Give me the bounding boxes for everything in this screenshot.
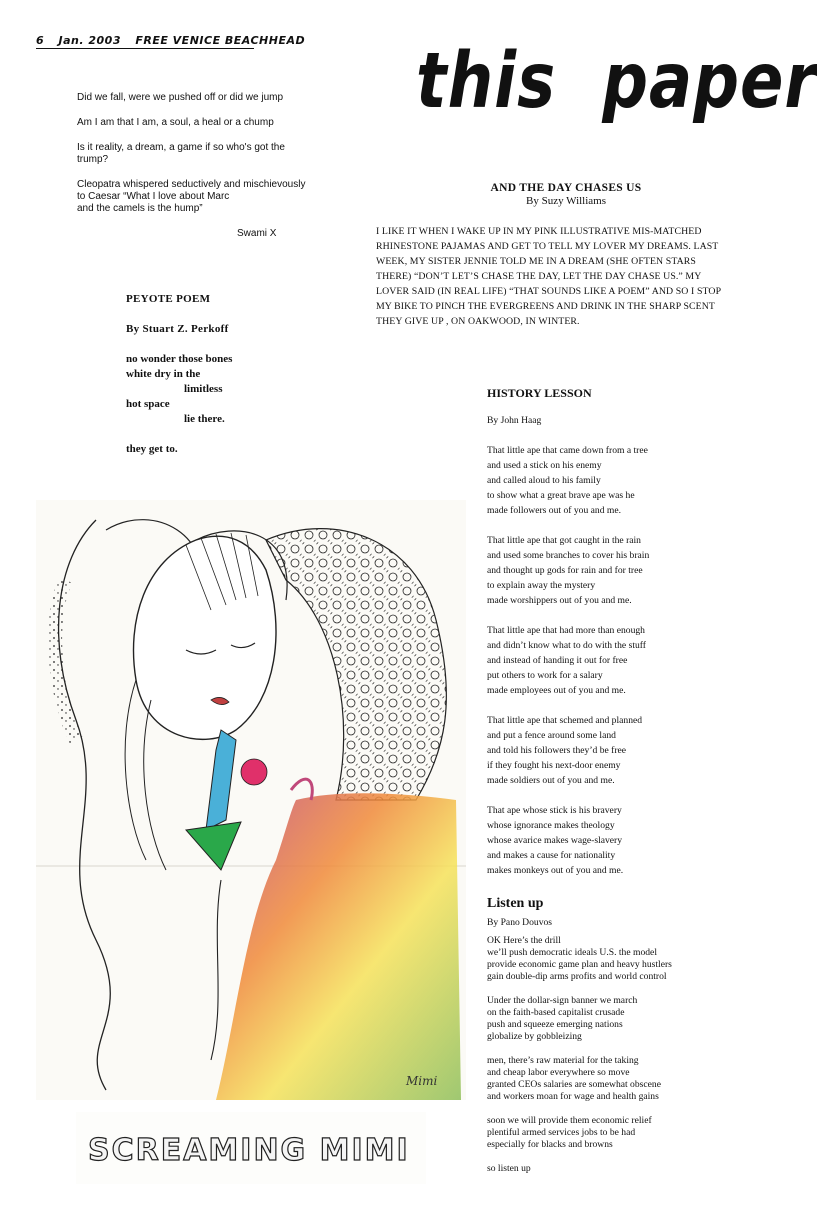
poem-line: made employees out of you and me.: [487, 685, 626, 696]
poem-line: made soldiers out of you and me.: [487, 775, 615, 786]
listen-up-poem: [487, 898, 787, 1187]
poem-line: and used a stick on his enemy: [487, 460, 602, 471]
article-title: AND THE DAY CHASES US: [490, 182, 642, 194]
poem-line: and told his followers they’d be free: [487, 745, 627, 756]
masthead-title: [416, 37, 817, 127]
poem-stanza: [487, 713, 777, 788]
page-header: [36, 34, 306, 49]
poem-line: and instead of handing it out for free: [487, 655, 628, 666]
poem-line: push and squeeze emerging nations: [487, 1019, 623, 1030]
portrait-drawing: [36, 500, 466, 1100]
article-line: LOVER SAID (IN REAL LIFE) “THAT SOUNDS LIKE A POEM” AND SO I STOP: [376, 286, 722, 297]
poem-title: HISTORY LESSON: [487, 386, 592, 400]
artist-signature: Mimi: [406, 1074, 438, 1088]
poem-line: put others to work for a salary: [487, 670, 603, 681]
poem-line: and didn’t know what to do with the stuff: [487, 640, 646, 651]
page-number: 6: [36, 34, 45, 47]
poem-stanza: [487, 623, 777, 698]
poem-line: whose avarice makes wage-slavery: [487, 835, 623, 846]
poem-line: granted CEOs salaries are somewhat obscene: [487, 1079, 661, 1090]
poem-line: and called aloud to his family: [487, 475, 601, 486]
logo-graphic: [76, 1112, 426, 1184]
poem-stanza: [487, 935, 787, 983]
poem-line: especially for blacks and browns: [487, 1139, 613, 1150]
issue-date: Jan. 2003: [58, 34, 121, 47]
poem-line: to show what a great brave ape was he: [487, 490, 635, 501]
poem-line: on the faith-based capitalist crusade: [487, 1007, 625, 1018]
poem-stanza: [487, 1115, 787, 1151]
poem-line: they get to.: [126, 443, 178, 455]
masthead-word-this: this: [416, 37, 557, 127]
poem-line: Under the dollar-sign banner we march: [487, 995, 638, 1006]
poem-line: we’ll push democratic ideals U.S. the model: [487, 947, 657, 958]
poem-stanza: [487, 995, 787, 1043]
poem-title: PEYOTE POEM: [126, 293, 211, 305]
poem-stanza: Did we fall, were we pushed off or did we jump: [77, 92, 284, 103]
poem-line: and cheap labor everywhere so move: [487, 1067, 630, 1078]
paper-name: FREE VENICE BEACHHEAD: [135, 34, 306, 47]
article-line: THERE) “DON’T LET’S CHASE THE DAY, LET THE DAY CHASE US.” MY: [376, 271, 702, 282]
poem-line: men, there’s raw material for the taking: [487, 1055, 639, 1066]
logo-text: SCREAMING MIMI: [88, 1133, 410, 1168]
poem-line: and workers moan for wage and health gains: [487, 1091, 659, 1102]
poem-stanza: Cleopatra whispered seductively and mischievously to Caesar “What I love about Marc and the camels is the hump”: [77, 179, 306, 214]
poem-line: and makes a cause for nationality: [487, 850, 616, 861]
poem-stanza: [487, 533, 777, 608]
poem-line: so listen up: [487, 1163, 531, 1174]
poem-line: provide economic game plan and heavy hustlers: [487, 959, 672, 970]
poem-line: lie there.: [184, 413, 225, 425]
swami-poem: [77, 92, 317, 253]
poem-line: whose ignorance makes theology: [487, 820, 615, 831]
poem-line: That little ape that got caught in the rain: [487, 535, 641, 546]
poem-line: white dry in the: [126, 368, 201, 380]
poem-signature: Swami X: [237, 228, 277, 239]
poem-line: OK Here’s the drill: [487, 935, 561, 946]
article-line: RHINESTONE PAJAMAS AND GET TO TELL MY LOVER MY DREAMS. LAST: [376, 241, 719, 252]
poem-stanza: [487, 1055, 787, 1103]
article-line: THEY GIVE UP , ON OAKWOOD, IN WINTER.: [376, 316, 580, 327]
poem-line: soon we will provide them economic relief: [487, 1115, 652, 1126]
suzy-article: [376, 182, 766, 329]
poem-line: That little ape that came down from a tree: [487, 445, 648, 456]
history-lesson-poem: [487, 386, 777, 893]
poem-stanza: [487, 1163, 787, 1175]
article-line: MY BIKE TO PINCH THE EVERGREENS AND DRINK IN THE SHARP SCENT: [376, 301, 716, 312]
masthead-word-paper: paper: [602, 37, 817, 127]
poem-title: Listen up: [487, 896, 544, 911]
poem-line: hot space: [126, 398, 170, 410]
poem-line: to explain away the mystery: [487, 580, 596, 591]
poem-line: plentiful armed services jobs to be had: [487, 1127, 636, 1138]
poem-line: made followers out of you and me.: [487, 505, 622, 516]
article-line: I LIKE IT WHEN I WAKE UP IN MY PINK ILLUSTRATIVE MIS-MATCHED: [376, 226, 702, 237]
illustration-artwork: [36, 500, 466, 1100]
article-body: [376, 224, 766, 329]
article-line: WEEK, MY SISTER JENNIE TOLD ME IN A DREAM (SHE OFTEN STARS: [376, 256, 696, 267]
poem-byline: By John Haag: [487, 415, 542, 426]
poem-line: and used some branches to cover his brain: [487, 550, 650, 561]
poem-line: if they fought his next-door enemy: [487, 760, 621, 771]
poem-line: limitless: [184, 383, 223, 395]
article-byline: By Suzy Williams: [525, 195, 607, 207]
poem-line: gain double-dip arms profits and world control: [487, 971, 667, 982]
poem-line: no wonder those bones: [126, 353, 233, 365]
poem-line: That little ape that schemed and planned: [487, 715, 643, 726]
poem-line: globalize by gobbleizing: [487, 1031, 582, 1042]
poem-stanza: [487, 443, 777, 518]
poem-line: made worshippers out of you and me.: [487, 595, 632, 606]
poem-line: and thought up gods for rain and for tree: [487, 565, 643, 576]
poem-byline: By Stuart Z. Perkoff: [126, 323, 229, 335]
peyote-poem: [126, 292, 326, 457]
screaming-mimi-logo: [76, 1112, 426, 1184]
poem-stanza: Is it reality, a dream, a game if so who's got the trump?: [77, 142, 285, 165]
poem-stanza: [487, 803, 777, 878]
poem-stanza: Am I am that I am, a soul, a heal or a chump: [77, 117, 274, 128]
poem-byline: By Pano Douvos: [487, 917, 553, 928]
poem-line: That ape whose stick is his bravery: [487, 805, 622, 816]
poem-line: makes monkeys out of you and me.: [487, 865, 624, 876]
poem-line: and put a fence around some land: [487, 730, 616, 741]
poem-line: That little ape that had more than enough: [487, 625, 645, 636]
